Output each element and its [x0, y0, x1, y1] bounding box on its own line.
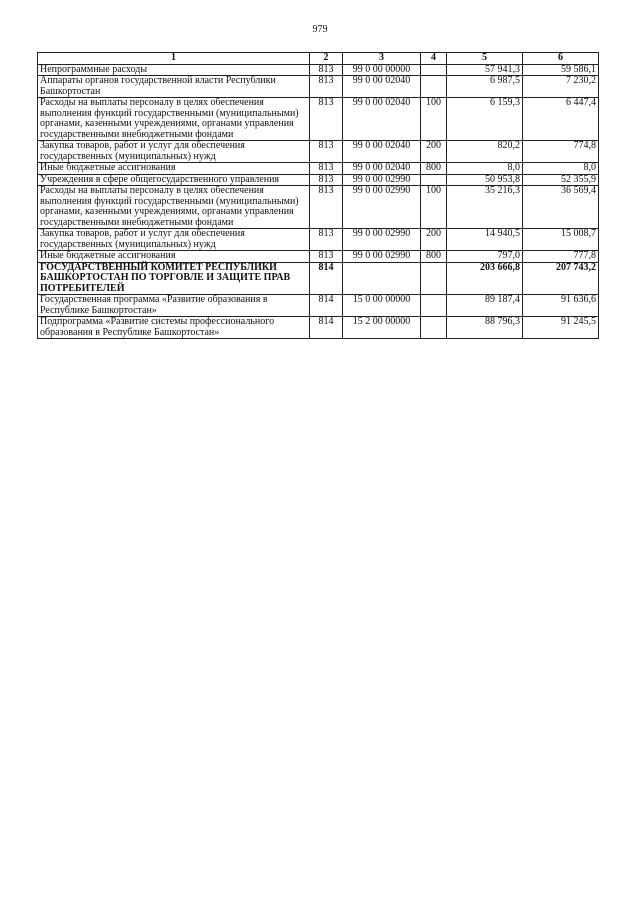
cell-article: 15 0 00 00000 — [343, 295, 421, 317]
cell-name: Аппараты органов государственной власти Республики Башкортостан — [38, 76, 310, 98]
cell-type: 200 — [421, 229, 447, 251]
cell-code: 813 — [310, 163, 343, 175]
cell-v6: 774,8 — [523, 141, 599, 163]
header-cell: 5 — [447, 53, 523, 65]
cell-v6: 36 569,4 — [523, 186, 599, 229]
cell-v5: 35 216,3 — [447, 186, 523, 229]
cell-v6: 7 230,2 — [523, 76, 599, 98]
cell-v5: 50 953,8 — [447, 174, 523, 186]
cell-v5: 8,0 — [447, 163, 523, 175]
cell-article: 99 0 00 02040 — [343, 141, 421, 163]
cell-v5: 6 987,5 — [447, 76, 523, 98]
budget-table — [37, 52, 599, 339]
cell-code: 813 — [310, 98, 343, 141]
table-row — [38, 64, 599, 76]
cell-v5: 14 940,5 — [447, 229, 523, 251]
cell-type: 200 — [421, 141, 447, 163]
page-number: 979 — [312, 24, 328, 35]
cell-article: 99 0 00 02040 — [343, 98, 421, 141]
table-row — [38, 295, 599, 317]
cell-code: 813 — [310, 174, 343, 186]
header-cell: 4 — [421, 53, 447, 65]
cell-name: Иные бюджетные ассигнования — [38, 163, 310, 175]
cell-type: 800 — [421, 251, 447, 263]
table-row — [38, 317, 599, 339]
cell-article: 99 0 00 02990 — [343, 251, 421, 263]
cell-v5: 89 187,4 — [447, 295, 523, 317]
table-row — [38, 163, 599, 175]
cell-v6: 91 636,6 — [523, 295, 599, 317]
cell-v6: 777,8 — [523, 251, 599, 263]
cell-article: 99 0 00 02040 — [343, 76, 421, 98]
cell-code: 813 — [310, 251, 343, 263]
cell-v6: 15 008,7 — [523, 229, 599, 251]
cell-type — [421, 64, 447, 76]
cell-name: Учреждения в сфере общегосударственного управления — [38, 174, 310, 186]
cell-v5: 88 796,3 — [447, 317, 523, 339]
header-cell: 3 — [343, 53, 421, 65]
cell-type — [421, 295, 447, 317]
cell-article: 99 0 00 02990 — [343, 186, 421, 229]
cell-v5: 797,0 — [447, 251, 523, 263]
cell-name: Закупка товаров, работ и услуг для обеспечения государственных (муниципальных) нужд — [38, 229, 310, 251]
cell-v6: 8,0 — [523, 163, 599, 175]
cell-name: Непрограммные расходы — [38, 64, 310, 76]
table-row — [38, 76, 599, 98]
cell-type: 800 — [421, 163, 447, 175]
cell-article: 99 0 00 02990 — [343, 229, 421, 251]
cell-code: 813 — [310, 229, 343, 251]
cell-v5: 203 666,8 — [447, 262, 523, 295]
cell-code: 814 — [310, 295, 343, 317]
cell-article: 99 0 00 02040 — [343, 163, 421, 175]
cell-code: 813 — [310, 141, 343, 163]
cell-v5: 6 159,3 — [447, 98, 523, 141]
table-row — [38, 262, 599, 295]
table-row — [38, 98, 599, 141]
cell-type — [421, 317, 447, 339]
table-row — [38, 251, 599, 263]
cell-type — [421, 76, 447, 98]
header-cell: 1 — [38, 53, 310, 65]
header-cell: 2 — [310, 53, 343, 65]
cell-name: Расходы на выплаты персоналу в целях обеспечения выполнения функций государственными (муниципальными) органами, казенными учреждениями, органами управления государственными внебюджетными фондами — [38, 98, 310, 141]
cell-type: 100 — [421, 186, 447, 229]
cell-article — [343, 262, 421, 295]
cell-name: ГОСУДАРСТВЕННЫЙ КОМИТЕТ РЕСПУБЛИКИ БАШКОРТОСТАН ПО ТОРГОВЛЕ И ЗАЩИТЕ ПРАВ ПОТРЕБИТЕЛЕЙ — [38, 262, 310, 295]
cell-v5: 57 941,3 — [447, 64, 523, 76]
header-row — [38, 53, 599, 65]
table-body — [38, 64, 599, 339]
cell-name: Расходы на выплаты персоналу в целях обеспечения выполнения функций государственными (муниципальными) органами, казенными учреждениями, органами управления государственными внебюджетными фондами — [38, 186, 310, 229]
cell-article: 99 0 00 00000 — [343, 64, 421, 76]
cell-v6: 6 447,4 — [523, 98, 599, 141]
cell-name: Подпрограмма «Развитие системы профессионального образования в Республике Башкортостан» — [38, 317, 310, 339]
cell-v5: 820,2 — [447, 141, 523, 163]
cell-type — [421, 174, 447, 186]
cell-code: 814 — [310, 262, 343, 295]
table-row — [38, 174, 599, 186]
cell-type — [421, 262, 447, 295]
cell-code: 813 — [310, 186, 343, 229]
cell-v6: 52 355,9 — [523, 174, 599, 186]
cell-v6: 207 743,2 — [523, 262, 599, 295]
table-row — [38, 186, 599, 229]
cell-v6: 59 586,1 — [523, 64, 599, 76]
cell-code: 813 — [310, 64, 343, 76]
cell-code: 814 — [310, 317, 343, 339]
header-cell: 6 — [523, 53, 599, 65]
cell-name: Закупка товаров, работ и услуг для обеспечения государственных (муниципальных) нужд — [38, 141, 310, 163]
cell-name: Государственная программа «Развитие образования в Республике Башкортостан» — [38, 295, 310, 317]
cell-type: 100 — [421, 98, 447, 141]
cell-code: 813 — [310, 76, 343, 98]
cell-article: 15 2 00 00000 — [343, 317, 421, 339]
cell-v6: 91 245,5 — [523, 317, 599, 339]
table-row — [38, 141, 599, 163]
table-row — [38, 229, 599, 251]
cell-name: Иные бюджетные ассигнования — [38, 251, 310, 263]
cell-article: 99 0 00 02990 — [343, 174, 421, 186]
